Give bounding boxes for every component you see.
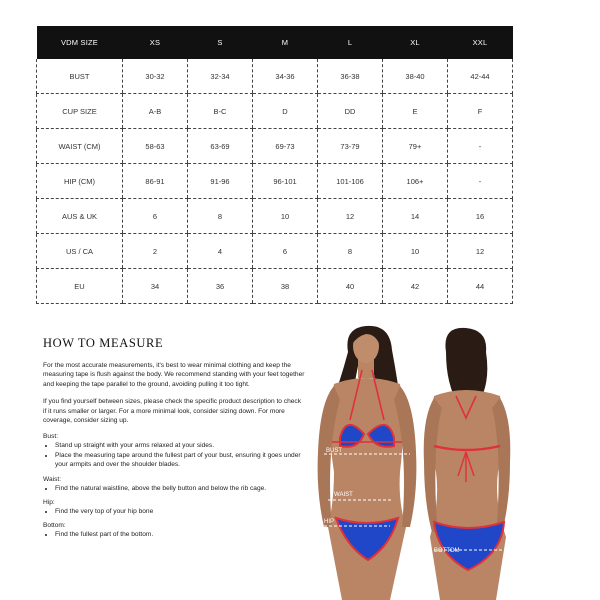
how-to-measure-title: HOW TO MEASURE (43, 336, 164, 350)
size-cell: 91-96 (188, 164, 253, 199)
row-label: HIP (CM) (37, 164, 123, 199)
size-chart-row (37, 234, 513, 269)
size-chart-row (37, 129, 513, 164)
size-cell: 86-91 (123, 164, 188, 199)
model-illustration (306, 322, 600, 600)
header-cell: XXL (448, 26, 513, 59)
row-label: BUST (37, 59, 123, 94)
list-item: • Stand up straight with your arms relaxed at your sides. (55, 441, 305, 450)
size-cell: 58-63 (123, 129, 188, 164)
list-item: • Find the natural waistline, above the belly button and below the rib cage. (55, 484, 305, 493)
section-list (43, 530, 305, 539)
size-chart-header-row (37, 26, 513, 59)
size-cell: 36 (188, 269, 253, 304)
row-label: US / CA (37, 234, 123, 269)
section-label: Bust: (43, 433, 59, 441)
size-cell: E (383, 94, 448, 129)
size-cell: 12 (448, 234, 513, 269)
size-chart-row (37, 199, 513, 234)
front-model (318, 326, 417, 600)
size-chart-row (37, 94, 513, 129)
bust-label: BUST (326, 448, 343, 454)
size-cell: 63-69 (188, 129, 253, 164)
size-cell: 96-101 (253, 164, 318, 199)
size-cell: 38 (253, 269, 318, 304)
list-item: • Find the fullest part of the bottom. (55, 530, 305, 539)
size-cell: 44 (448, 269, 513, 304)
size-cell: 106+ (383, 164, 448, 199)
header-cell: VDM SIZE (37, 26, 123, 59)
size-cell: 10 (253, 199, 318, 234)
size-cell: B-C (188, 94, 253, 129)
row-label: EU (37, 269, 123, 304)
size-cell: 4 (188, 234, 253, 269)
size-cell: 34-36 (253, 59, 318, 94)
section-label: Waist: (43, 475, 62, 483)
size-cell: 32-34 (188, 59, 253, 94)
section-list (43, 484, 305, 493)
size-cell: 10 (383, 234, 448, 269)
size-cell: DD (318, 94, 383, 129)
size-chart-row (37, 59, 513, 94)
size-cell: 36-38 (318, 59, 383, 94)
section-label: Hip: (43, 499, 55, 507)
measure-instructions (43, 433, 305, 539)
header-cell: L (318, 26, 383, 59)
row-label: CUP SIZE (37, 94, 123, 129)
size-cell: D (253, 94, 318, 129)
size-cell: 69-73 (253, 129, 318, 164)
model-figures (306, 322, 600, 600)
size-chart-row (37, 269, 513, 304)
bottom-label: BOTTOM (434, 548, 460, 554)
size-cell: 101-106 (318, 164, 383, 199)
section-list (43, 441, 305, 469)
size-cell: 79+ (383, 129, 448, 164)
size-cell: 40 (318, 269, 383, 304)
size-cell: - (448, 164, 513, 199)
size-cell: 30-32 (123, 59, 188, 94)
size-cell: A-B (123, 94, 188, 129)
list-item: • Place the measuring tape around the fullest part of your bust, ensuring it goes under your armpits and over the shoulder blades. (55, 451, 305, 470)
list-item: • Find the very top of your hip bone (55, 507, 305, 516)
size-cell: 14 (383, 199, 448, 234)
waist-label: WAIST (334, 492, 353, 498)
section-list (43, 507, 305, 516)
size-cell: 42 (383, 269, 448, 304)
header-cell: XS (123, 26, 188, 59)
header-cell: M (253, 26, 318, 59)
intro-paragraph: For the most accurate measurements, it's best to wear minimal clothing and keep the measuring tape is flush against the body. We recommend standing with your feet together and keeping the tape parallel to the ground, avoiding pulling it too tight. (43, 362, 305, 388)
size-cell: 42-44 (448, 59, 513, 94)
hip-label: HIP (324, 519, 335, 525)
size-chart-table (36, 26, 513, 304)
size-cell: - (448, 129, 513, 164)
size-cell: 38-40 (383, 59, 448, 94)
size-cell: 16 (448, 199, 513, 234)
size-cell: 12 (318, 199, 383, 234)
size-cell: F (448, 94, 513, 129)
size-cell: 6 (123, 199, 188, 234)
how-to-measure-section (43, 336, 305, 544)
between-sizes-paragraph: If you find yourself between sizes, please check the specific product description to check if it runs smaller or larger. For a more minimal look, consider sizing down. For more coverage, consider sizing up. (43, 398, 302, 425)
size-cell: 8 (318, 234, 383, 269)
header-cell: S (188, 26, 253, 59)
size-cell: 34 (123, 269, 188, 304)
row-label: AUS & UK (37, 199, 123, 234)
header-cell: XL (383, 26, 448, 59)
size-cell: 6 (253, 234, 318, 269)
size-chart-row (37, 164, 513, 199)
section-label: Bottom: (43, 522, 66, 530)
back-model (424, 328, 511, 600)
row-label: WAIST (CM) (37, 129, 123, 164)
size-cell: 8 (188, 199, 253, 234)
size-cell: 73-79 (318, 129, 383, 164)
size-cell: 2 (123, 234, 188, 269)
